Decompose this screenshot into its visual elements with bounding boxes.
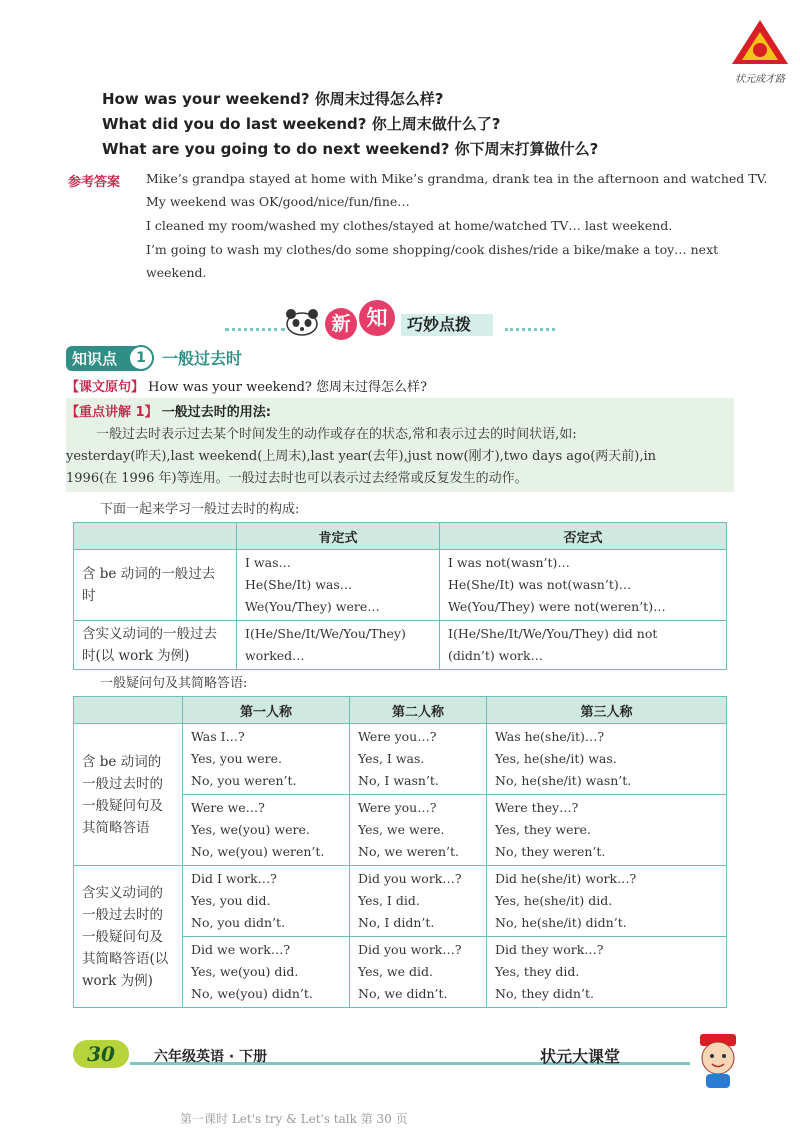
cell-line: I was not(wasn’t)… (448, 555, 570, 570)
cell-line: No, you weren’t. (191, 773, 297, 788)
cell-line: No, they weren’t. (495, 844, 606, 859)
cell-line: Was I…? (191, 729, 245, 744)
table-cell (183, 866, 350, 937)
banner-char-know: 知 (359, 300, 395, 336)
table-cell (183, 724, 350, 795)
cell-line: No, I didn’t. (358, 915, 435, 930)
logo-triangle-icon (730, 18, 790, 66)
table-cell (487, 795, 727, 866)
original-sentence (66, 376, 427, 395)
cell-line: Were they…? (495, 800, 579, 815)
table-cell (350, 937, 487, 1008)
cell-line: I(He/She/It/We/You/They) did not (448, 626, 658, 641)
key-point-paragraph: 1996(在 1996 年)等连用。一般过去时也可以表示过去经常或反复发生的动作。 (66, 471, 528, 486)
cell-line: Did I work…? (191, 871, 277, 886)
cell-line: Did they work…? (495, 942, 604, 957)
cell-line: No, I wasn’t. (358, 773, 439, 788)
cell-line: Were you…? (358, 729, 437, 744)
cell-line: Yes, we did. (358, 964, 433, 979)
knowledge-point-number: 1 (128, 345, 154, 371)
cell-line: I(He/She/It/We/You/They) (245, 626, 406, 641)
knowledge-point-label: 知识点 (66, 346, 147, 371)
cell-line: Were we…? (191, 800, 265, 815)
footer-book-title: 六年级英语 · 下册 (154, 1049, 268, 1065)
answer-label: 参考答案 (68, 175, 121, 190)
table-cell (237, 550, 440, 621)
cell-line: No, you didn’t. (191, 915, 286, 930)
table-cell (487, 866, 727, 937)
cell-line: No, they didn’t. (495, 986, 594, 1001)
answer-line: I’m going to wash my clothes/do some shopping/cook dishes/ride a bike/make a toy… next (146, 242, 719, 257)
cell-line: No, we(you) didn’t. (191, 986, 313, 1001)
cell-line: I was… (245, 555, 291, 570)
cell-line: Yes, they did. (495, 964, 580, 979)
answer-line: Mike’s grandpa stayed at home with Mike’s grandma, drank tea in the afternoon and watched TV. (146, 171, 768, 186)
cell-line: He(She/It) was… (245, 577, 353, 592)
answer-line: I cleaned my room/washed my clothes/stayed at home/watched TV… last weekend. (146, 218, 673, 233)
bottom-note: 第一课时 Let's try & Let's talk 第 30 页 (180, 1112, 408, 1126)
question-1: How was your weekend? 你周末过得怎么样? (102, 90, 444, 108)
table-cell (183, 937, 350, 1008)
mascot-icon (690, 1030, 746, 1090)
dotted-divider (225, 328, 285, 331)
cell-line: Did we work…? (191, 942, 291, 957)
logo-caption: 状元成才路 (735, 74, 785, 85)
table-header: 肯定式 (237, 523, 440, 550)
key-point-paragraph: 一般过去时表示过去某个时间发生的动作或存在的状态,常和表示过去的时间状语,如: (96, 427, 577, 442)
table-cell (487, 724, 727, 795)
cell-line: Yes, we(you) were. (191, 822, 310, 837)
table-header-empty (74, 697, 183, 724)
cell-line: We(You/They) were… (245, 599, 380, 614)
original-sentence-label: 【课文原句】 (66, 380, 145, 395)
cell-line: Did you work…? (358, 871, 462, 886)
table-row (74, 621, 727, 670)
cell-line: No, he(she/it) wasn’t. (495, 773, 632, 788)
cell-line: No, we didn’t. (358, 986, 448, 1001)
cell-line: No, we(you) weren’t. (191, 844, 325, 859)
cell-line: Were you…? (358, 800, 437, 815)
cell-line: He(She/It) was not(wasn’t)… (448, 577, 632, 592)
key-point-label: 【重点讲解 1】 (66, 405, 158, 420)
table-row (74, 866, 727, 937)
cell-line: worked… (245, 648, 305, 663)
cell-line: No, he(she/it) didn’t. (495, 915, 627, 930)
question-2: What did you do last weekend? 你上周末做什么了? (102, 115, 501, 133)
table-cell (350, 724, 487, 795)
cell-line: Was he(she/it)…? (495, 729, 605, 744)
cell-line: Yes, they were. (495, 822, 591, 837)
cell-line: Yes, we(you) did. (191, 964, 299, 979)
question-answer-table (73, 696, 727, 1008)
table-header-empty (74, 523, 237, 550)
row-header: 含实义动词的一般过去时的一般疑问句及其简略答语(以 work 为例) (74, 866, 183, 1008)
cell-line: Yes, I did. (358, 893, 420, 908)
logo (730, 18, 790, 85)
knowledge-point-title: 一般过去时 (162, 349, 243, 368)
cell-line: Yes, he(she/it) did. (495, 893, 613, 908)
table-header: 否定式 (440, 523, 727, 550)
cell-line: Yes, he(she/it) was. (495, 751, 617, 766)
cell-line: Did you work…? (358, 942, 462, 957)
table-row (74, 550, 727, 621)
cell-line: (didn’t) work… (448, 648, 544, 663)
table-cell (183, 795, 350, 866)
row-header: 含 be 动词的一般过去时 (74, 550, 237, 621)
table1-intro: 下面一起来学习一般过去时的构成: (100, 502, 300, 517)
table-row (74, 724, 727, 795)
table-cell (237, 621, 440, 670)
cell-line: Yes, you did. (191, 893, 271, 908)
table-header: 第三人称 (487, 697, 727, 724)
banner-char-new: 新 (325, 308, 357, 340)
cell-line: We(You/They) were not(weren’t)… (448, 599, 666, 614)
table-cell (440, 550, 727, 621)
row-header: 含 be 动词的一般过去时的一般疑问句及其简略答语 (74, 724, 183, 866)
panda-icon (285, 306, 319, 336)
cell-line: Did he(she/it) work…? (495, 871, 637, 886)
table-header: 第二人称 (350, 697, 487, 724)
table-cell (350, 795, 487, 866)
table-cell (487, 937, 727, 1008)
section-banner (225, 300, 555, 344)
past-tense-form-table (73, 522, 727, 670)
page-number: 30 (73, 1040, 129, 1068)
key-point-paragraph: yesterday(昨天),last weekend(上周末),last year(去年),just now(刚才),two days ago(两天前),in (66, 449, 657, 464)
key-point-heading (66, 401, 271, 420)
table2-intro: 一般疑问句及其简略答语: (100, 676, 248, 691)
cell-line: No, we weren’t. (358, 844, 459, 859)
banner-title: 巧妙点拨 (401, 314, 493, 336)
table-cell (440, 621, 727, 670)
dotted-divider (505, 328, 555, 331)
table-header: 第一人称 (183, 697, 350, 724)
cell-line: Yes, I was. (358, 751, 425, 766)
question-3: What are you going to do next weekend? 你下周末打算做什么? (102, 140, 599, 158)
row-header: 含实义动词的一般过去时(以 work 为例) (74, 621, 237, 670)
footer-series: 状元大课堂 (540, 1047, 621, 1066)
table-cell (350, 866, 487, 937)
answer-line: My weekend was OK/good/nice/fun/fine… (146, 194, 410, 209)
key-point-title: 一般过去时的用法: (161, 405, 271, 420)
cell-line: Yes, we were. (358, 822, 445, 837)
cell-line: Yes, you were. (191, 751, 282, 766)
original-sentence-text: How was your weekend? 您周末过得怎么样? (148, 380, 428, 395)
answer-line: weekend. (146, 265, 207, 280)
